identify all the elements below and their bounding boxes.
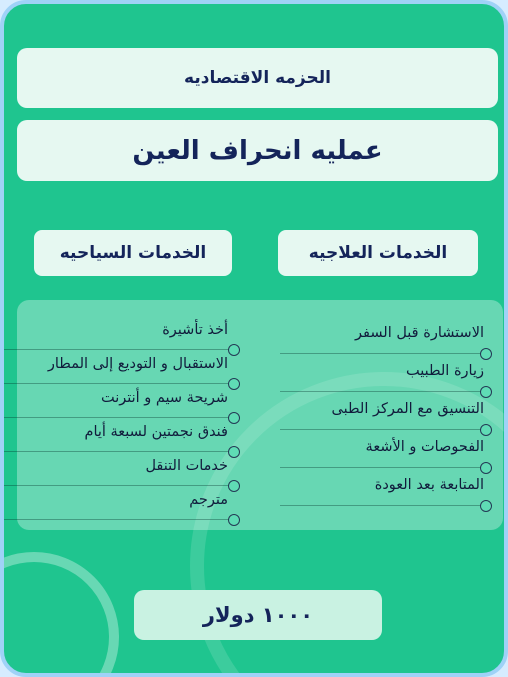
- list-item: [2, 322, 232, 350]
- service-label: التنسيق مع المركز الطبى: [331, 401, 484, 417]
- service-label: فندق نجمتين لسبعة أيام: [84, 424, 228, 440]
- tourism-services-header: الخدمات السياحيه: [34, 230, 232, 276]
- service-label: الفحوصات و الأشعة: [365, 439, 484, 455]
- bullet-circle-icon: [480, 386, 492, 398]
- bullet-circle-icon: [480, 348, 492, 360]
- service-label: المتابعة بعد العودة: [374, 477, 484, 493]
- procedure-title: عمليه انحراف العين: [17, 120, 498, 181]
- bullet-circle-icon: [228, 446, 240, 458]
- service-label: خدمات التنقل: [145, 458, 228, 474]
- list-item: [2, 390, 232, 418]
- medical-services-list: [280, 322, 490, 512]
- service-label: مترجم: [189, 492, 228, 508]
- service-label: الاستشارة قبل السفر: [355, 325, 484, 341]
- list-item: [280, 398, 490, 430]
- medical-services-header: الخدمات العلاجيه: [278, 230, 478, 276]
- bullet-circle-icon: [480, 424, 492, 436]
- bullet-circle-icon: [480, 462, 492, 474]
- bullet-circle-icon: [228, 412, 240, 424]
- list-item: [280, 436, 490, 468]
- bullet-circle-icon: [228, 514, 240, 526]
- list-item: [2, 458, 232, 486]
- list-item: [280, 322, 490, 354]
- list-item: [2, 492, 232, 520]
- bullet-circle-icon: [228, 344, 240, 356]
- service-label: شريحة سيم و أنترنت: [100, 390, 228, 406]
- list-item: [280, 360, 490, 392]
- price-badge: ١٠٠٠ دولار: [134, 590, 382, 640]
- package-label: الحزمه الاقتصاديه: [17, 48, 498, 108]
- service-label: زيارة الطبيب: [406, 363, 484, 379]
- list-item: [280, 474, 490, 506]
- bullet-circle-icon: [480, 500, 492, 512]
- list-item: [2, 356, 232, 384]
- service-label: أخذ تأشيرة: [162, 322, 228, 338]
- service-label: الاستقبال و التوديع إلى المطار: [47, 356, 228, 372]
- list-item: [2, 424, 232, 452]
- bullet-circle-icon: [228, 378, 240, 390]
- bullet-circle-icon: [228, 480, 240, 492]
- decorative-ring: [0, 552, 119, 677]
- tourism-services-list: [2, 322, 232, 526]
